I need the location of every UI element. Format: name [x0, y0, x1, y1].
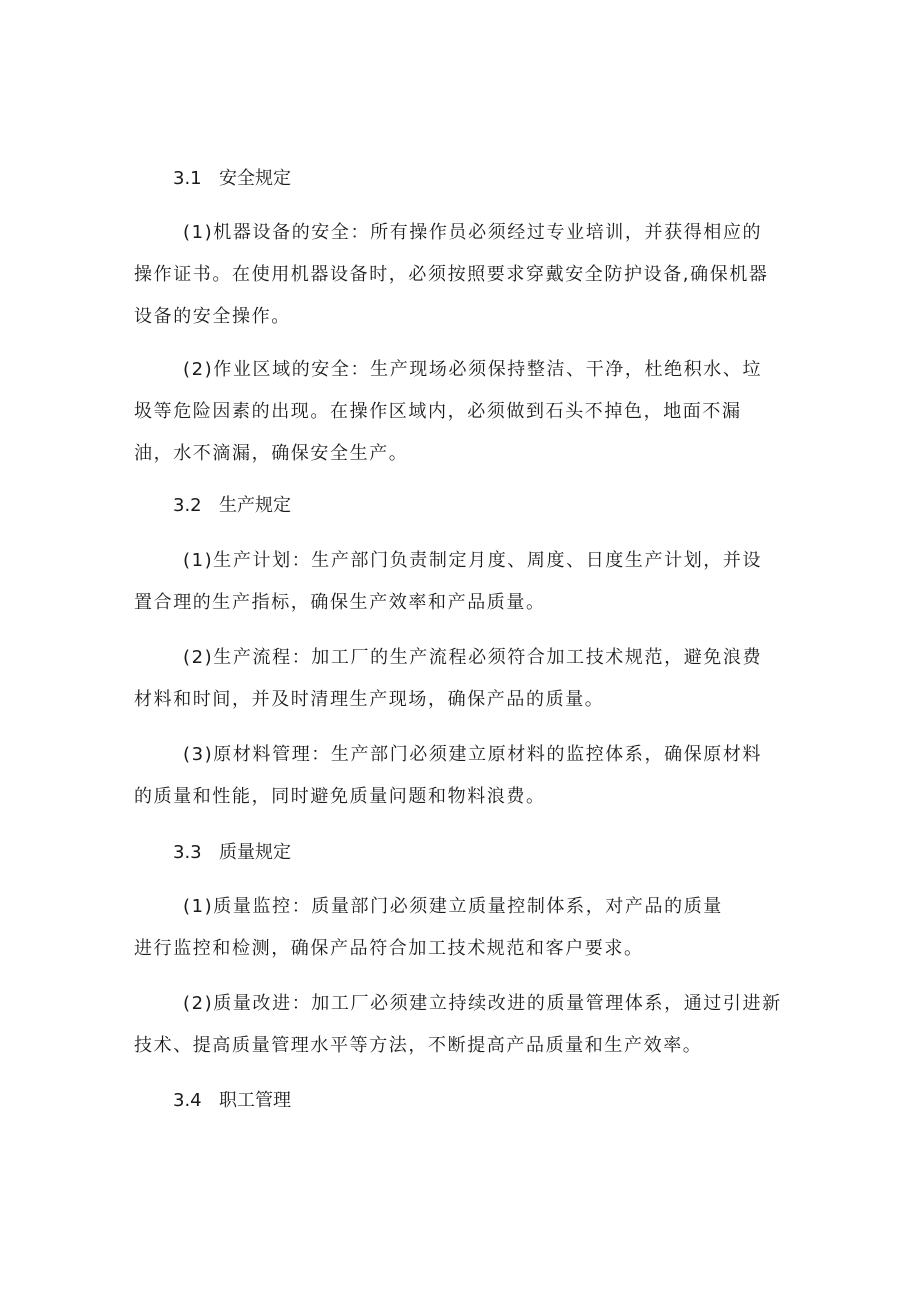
paragraph-line: 设备的安全操作。	[134, 306, 291, 327]
section-title: 安全规定	[219, 168, 291, 189]
section-number: 3.1	[173, 168, 202, 189]
section-title: 生产规定	[219, 495, 291, 516]
paragraph-line: 的质量和性能，同时避免质量问题和物料浪费。	[134, 786, 546, 807]
section-heading-3-1	[173, 167, 291, 191]
paragraph-line: (2)作业区域的安全：生产现场必须保持整洁、干净，杜绝积水、垃	[183, 359, 763, 380]
paragraph-line: 圾等危险因素的出现。在操作区域内，必须做到石头不掉色，地面不漏	[134, 401, 742, 422]
section-heading-3-4	[173, 1089, 291, 1113]
paragraph-line: 置合理的生产指标，确保生产效率和产品质量。	[134, 592, 546, 613]
section-title: 职工管理	[219, 1090, 291, 1111]
paragraph-line: (2)质量改进：加工厂必须建立持续改进的质量管理体系，通过引进新	[183, 993, 782, 1014]
section-number: 3.3	[173, 842, 202, 863]
paragraph-line: 进行监控和检测，确保产品符合加工技术规范和客户要求。	[134, 938, 644, 959]
section-number: 3.2	[173, 495, 202, 516]
paragraph-line: (1)质量监控：质量部门必须建立质量控制体系，对产品的质量	[183, 896, 723, 917]
paragraph-line: (1)机器设备的安全：所有操作员必须经过专业培训，并获得相应的	[183, 222, 763, 243]
paragraph-line: 材料和时间，并及时清理生产现场，确保产品的质量。	[134, 689, 605, 710]
section-title: 质量规定	[219, 842, 291, 863]
section-heading-3-3	[173, 841, 291, 865]
section-heading-3-2	[173, 494, 291, 518]
paragraph-line: (3)原材料管理：生产部门必须建立原材料的监控体系，确保原材料	[183, 744, 763, 765]
section-number: 3.4	[173, 1090, 202, 1111]
paragraph-line: (1)生产计划：生产部门负责制定月度、周度、日度生产计划，并设	[183, 550, 763, 571]
paragraph-line: 油，水不滴漏，确保安全生产。	[134, 443, 409, 464]
paragraph-line: (2)生产流程：加工厂的生产流程必须符合加工技术规范，避免浪费	[183, 647, 763, 668]
paragraph-line: 操作证书。在使用机器设备时，必须按照要求穿戴安全防护设备,确保机器	[134, 264, 769, 285]
paragraph-line: 技术、提高质量管理水平等方法，不断提高产品质量和生产效率。	[134, 1035, 703, 1056]
